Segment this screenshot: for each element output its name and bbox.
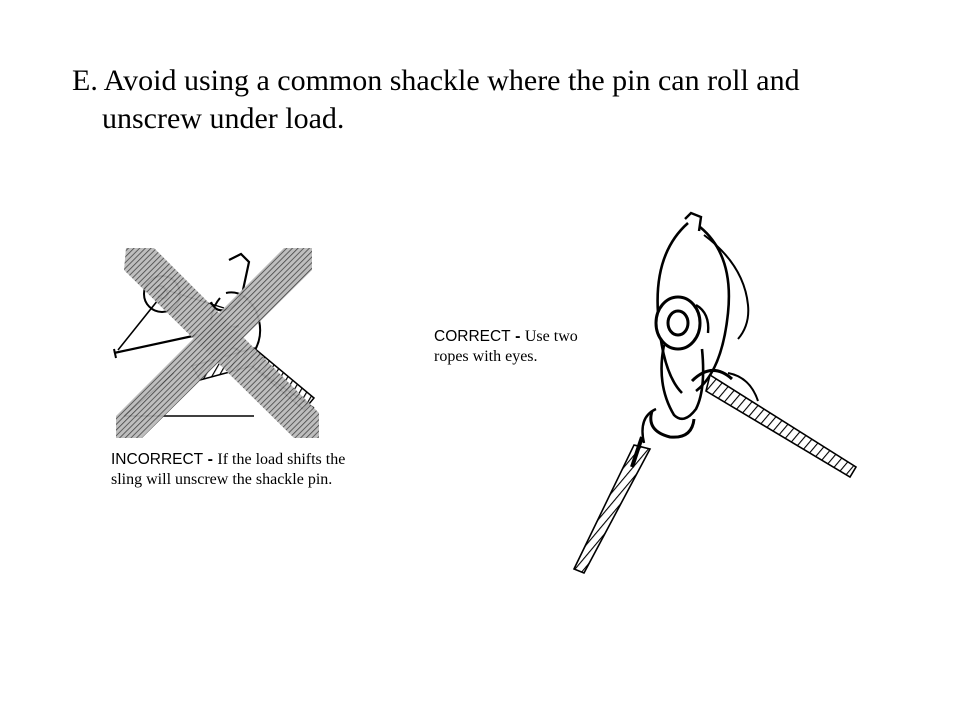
incorrect-caption-line-2: sling will unscrew the shackle pin.: [111, 471, 333, 488]
left-rope-icon: [574, 445, 650, 573]
incorrect-label: INCORRECT: [111, 451, 204, 468]
correct-dash: -: [510, 328, 525, 345]
incorrect-dash: -: [203, 451, 218, 468]
correct-caption-line-2: ropes with eyes.: [434, 348, 538, 365]
incorrect-shackle-illustration: [104, 238, 329, 443]
slide-title: [72, 62, 892, 138]
slide-title-line-1: E. Avoid using a common shackle where the pin can roll and: [72, 64, 800, 97]
incorrect-caption-line-1: If the load shifts the: [217, 451, 346, 468]
slide-title-line-2: unscrew under load.: [102, 102, 345, 135]
correct-caption-line-1: Use two: [524, 328, 578, 345]
correct-caption: [434, 327, 634, 367]
right-rope-icon: [706, 375, 856, 477]
correct-shackle-illustration: [560, 205, 865, 580]
correct-label: CORRECT: [434, 328, 511, 345]
incorrect-caption: [111, 450, 411, 490]
